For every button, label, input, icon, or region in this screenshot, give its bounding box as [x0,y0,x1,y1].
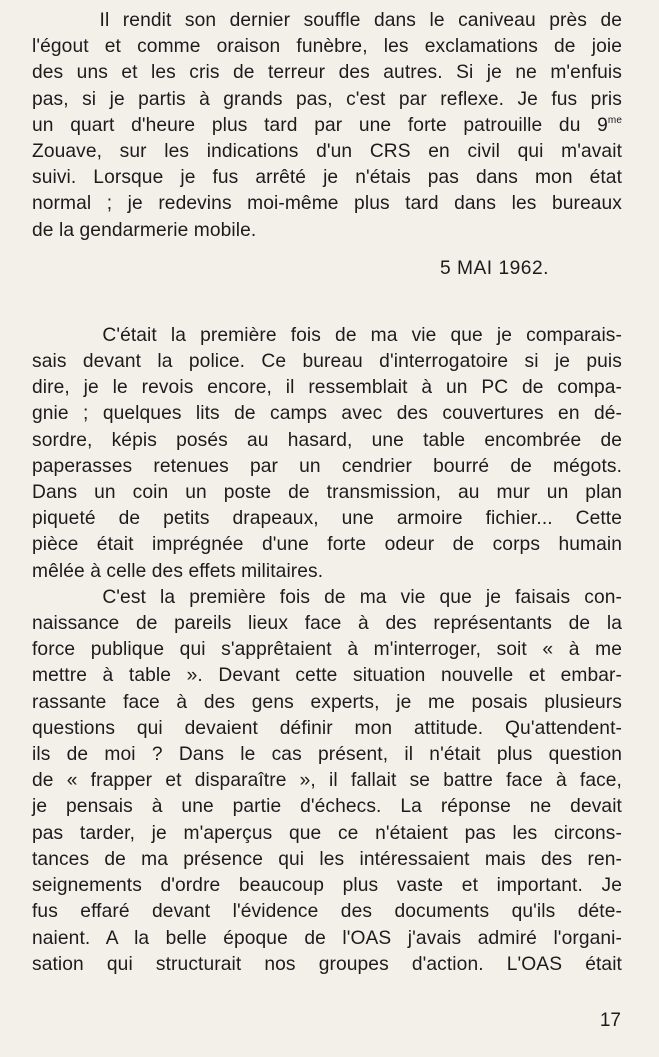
page-number: 17 [599,1010,621,1031]
text-line: seignements d'ordre beaucoup plus vaste et important. Je [32,875,622,897]
text-line-with-superscript [32,113,622,139]
text-line: rassante face à des gens experts, je me posais plusieurs [32,691,622,713]
text-line: naissance de pareils lieux face à des représentants de la [32,613,622,635]
text-line: mêlée à celle des effets militaires. [32,560,324,582]
text-line: ils de moi ? Dans le cas présent, il n'était plus question [32,744,622,766]
text-line-part: un quart d'heure plus tard par une forte patrouille du 9 [32,114,608,136]
date-spacer [32,244,622,323]
text-line: sordre, képis posés au hasard, une table encombrée de [32,429,622,451]
text-line: pas, si je partis à grands pas, c'est par reflexe. Je fus pris [32,88,622,110]
text-line: suivi. Lorsque je fus arrêté je n'étais pas dans mon état [32,167,622,189]
text-line: dire, je le revois encore, il ressemblait à un PC de compa- [32,377,622,399]
superscript-me: me [607,114,622,126]
text-line: C'est la première fois de ma vie que je faisais con- [32,586,622,608]
text-line: de la gendarmerie mobile. [32,219,257,241]
text-line: piqueté de petits drapeaux, une armoire fichier... Cette [32,508,622,530]
text-line: sais devant la police. Ce bureau d'interrogatoire si je puis [32,351,622,373]
text-line: gnie ; quelques lits de camps avec des couvertures en dé- [32,403,622,425]
text-line: de « frapper et disparaître », il fallait se battre face à face, [32,770,622,792]
text-line: pas tarder, je m'aperçus que ce n'étaient pas les circons- [32,822,622,844]
text-line: questions qui devaient définir mon attitude. Qu'attendent- [32,717,622,739]
text-line: force publique qui s'apprêtaient à m'interroger, soit « à me [32,639,622,661]
text-line: Zouave, sur les indications d'un CRS en civil qui m'avait [32,141,622,163]
text-line: fus effaré devant l'évidence des documents qu'ils déte- [32,901,622,923]
text-line: Dans un coin un poste de transmission, au mur un plan [32,482,622,504]
text-line: sation qui structurait nos groupes d'action. L'OAS était [32,953,622,975]
text-line: tances de ma présence qui les intéressaient mais des ren- [32,848,622,870]
text-line: des uns et les cris de terreur des autres. Si je ne m'enfuis [32,62,622,84]
text-line: je pensais à une partie d'échecs. La réponse ne devait [32,796,622,818]
text-line: l'égout et comme oraison funèbre, les exclamations de joie [32,36,622,58]
body-text [32,8,622,978]
text-line: naient. A la belle époque de l'OAS j'avais admiré l'organi- [32,927,622,949]
text-line: pièce était imprégnée d'une forte odeur de corps humain [32,534,622,556]
text-line: paperasses retenues par un cendrier bourré de mégots. [32,455,622,477]
date-line: 5 MAI 1962. [440,258,549,279]
text-line: Il rendit son dernier souffle dans le caniveau près de [32,10,622,31]
text-line: mettre à table ». Devant cette situation nouvelle et embar- [32,665,622,687]
text-line: C'était la première fois de ma vie que je comparais- [32,324,622,346]
text-line: normal ; je redevins moi-même plus tard dans les bureaux [32,193,622,215]
